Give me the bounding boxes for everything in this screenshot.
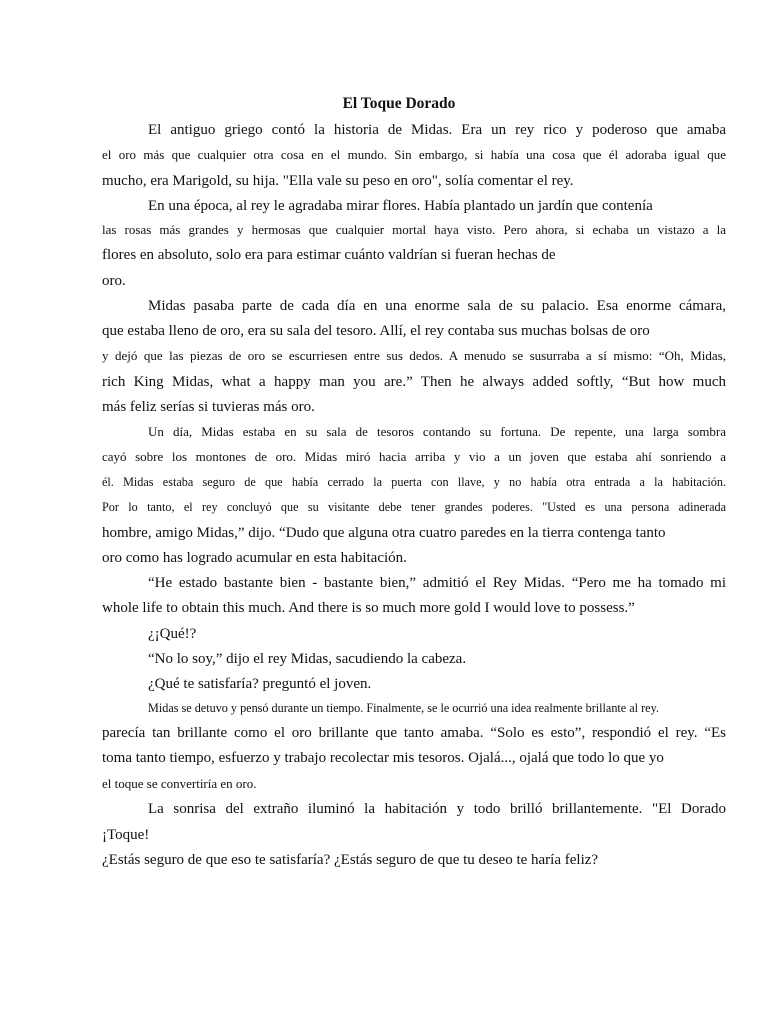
text-line: ¿¡Qué!? <box>148 626 197 642</box>
text-line: y dejó que las piezas de oro se escurriesen entre sus dedos. A menudo se susurraba a sí mismo: “Oh, Midas, <box>102 348 726 363</box>
text-line: “He estado bastante bien - bastante bien,” admitió el Rey Midas. “Pero me ha tomado mi <box>148 575 726 591</box>
text-line: Midas pasaba parte de cada día en una enorme sala de su palacio. Esa enorme cámara, <box>148 298 726 314</box>
text-line: ¡Toque! <box>102 827 150 843</box>
text-line: las rosas más grandes y hermosas que cualquier mortal haya visto. Pero ahora, si echaba un vistazo a la <box>102 222 726 237</box>
text-line: Por lo tanto, el rey concluyó que su visitante debe tener grandes poderes. "Usted es una persona adinerada <box>102 500 726 514</box>
document-title: El Toque Dorado <box>342 95 456 112</box>
text-line: el toque se convertiría en oro. <box>102 776 257 791</box>
text-line: whole life to obtain this much. And there is so much more gold I would love to possess.” <box>102 600 635 616</box>
text-line: Un día, Midas estaba en su sala de tesoros contando su fortuna. De repente, una larga sombra <box>148 424 726 439</box>
text-line: el oro más que cualquier otra cosa en el mundo. Sin embargo, si había una cosa que él adoraba igual que <box>102 147 726 162</box>
text-line: ¿Qué te satisfaría? preguntó el joven. <box>148 676 372 692</box>
text-line: “No lo soy,” dijo el rey Midas, sacudiendo la cabeza. <box>148 651 467 667</box>
text-line: En una época, al rey le agradaba mirar flores. Había plantado un jardín que contenía <box>148 198 653 214</box>
text-line: ¿Estás seguro de que eso te satisfaría? ¿Estás seguro de que tu deseo te haría feliz? <box>102 852 599 868</box>
text-line: más feliz serías si tuvieras más oro. <box>102 399 315 415</box>
text-line: parecía tan brillante como el oro brillante que tanto amaba. “Solo es esto”, respondió el rey. “Es <box>102 725 726 741</box>
text-line: mucho, era Marigold, su hija. "Ella vale su peso en oro", solía comentar el rey. <box>102 173 574 189</box>
text-line: oro. <box>102 273 126 289</box>
text-line: Midas se detuvo y pensó durante un tiempo. Finalmente, se le ocurrió una idea realmente brillante al rey. <box>148 701 659 715</box>
text-line: rich King Midas, what a happy man you are.” Then he always added softly, “But how much <box>102 374 726 390</box>
text-line: El antiguo griego contó la historia de Midas. Era un rey rico y poderoso que amaba <box>148 122 726 138</box>
text-line: hombre, amigo Midas,” dijo. “Dudo que alguna otra cuatro paredes en la tierra contenga tanto <box>102 525 666 541</box>
text-line: toma tanto tiempo, esfuerzo y trabajo recolectar mis tesoros. Ojalá..., ojalá que todo lo que yo <box>102 750 664 766</box>
text-line: cayó sobre los montones de oro. Midas miró hacia arriba y vio a un joven que estaba ahí sonriendo a <box>102 449 726 464</box>
text-line: oro como has logrado acumular en esta habitación. <box>102 550 407 566</box>
text-line: él. Midas estaba seguro de que había cerrado la puerta con llave, y no había otra entrada a la habitación. <box>102 475 726 489</box>
text-line: flores en absoluto, solo era para estimar cuánto valdrían si fueran hechas de <box>102 247 556 263</box>
text-line: La sonrisa del extraño iluminó la habitación y todo brilló brillantemente. "El Dorado <box>148 801 726 817</box>
text-line: que estaba lleno de oro, era su sala del tesoro. Allí, el rey contaba sus muchas bolsas de oro <box>102 323 650 339</box>
